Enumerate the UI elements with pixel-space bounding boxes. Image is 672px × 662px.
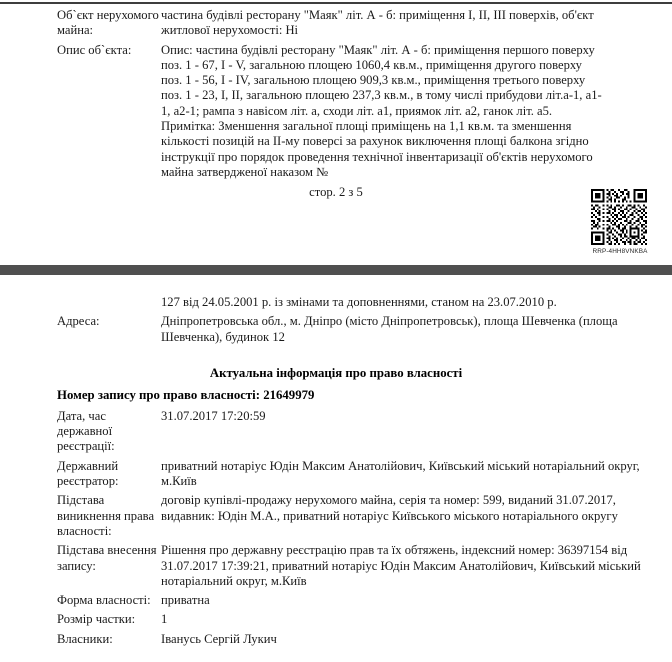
field-label-entry-basis: Підстава внесення запису: [57, 543, 157, 573]
page-separator-band [0, 265, 672, 275]
field-label-share-size: Розмір частки: [57, 612, 136, 627]
qr-code-block [591, 189, 649, 255]
qr-code-label: RRP-4HH8VNKBA [592, 248, 648, 255]
table-row [0, 43, 672, 185]
field-label-owners: Власники: [57, 631, 113, 646]
table-row [0, 459, 672, 494]
field-value-owners: Іванусь Сергій Лукич [161, 631, 277, 646]
upper-sheet [0, 4, 672, 265]
table-row [0, 543, 672, 593]
field-value-ownership-form: приватна [161, 593, 210, 608]
table-row [0, 593, 672, 612]
page-title: Актуальна інформація про право власності [209, 365, 463, 380]
field-value-continuation: 127 від 24.05.2001 р. із змінами та доповненнями, станом на 23.07.2010 р. [161, 295, 557, 309]
table-row [0, 632, 672, 651]
page-number-footer: стор. 2 з 5 [309, 185, 363, 199]
table-row [0, 612, 672, 631]
field-label-registrar: Державний реєстратор: [57, 458, 119, 489]
upper-field-list [0, 8, 672, 184]
field-value-share-size: 1 [161, 612, 168, 627]
lower-field-list [0, 295, 672, 651]
table-row [0, 493, 672, 543]
field-label-ownership-basis: Підстава виникнення права власності: [57, 493, 155, 538]
field-value-description: Опис: частина будівлі ресторану "Маяк" літ. А - б: приміщення першого поверху поз. 1 - 67, I - V, загальною площею 1060,4 кв.м., приміщення другого поверху поз. 1 - 56, I - IV, загальною площею 909,3 кв.м., приміщення третього поверху поз. 1 - 23, I, II, загальною площею 237,3 кв.м., в тому числі прибудови літ.а-1, а1-1, а2-1; рампа з навісом літ. а, сходи літ. а1, приямок літ. а2, ганок літ. а5. Примітка: Зменшення загальної площі приміщень на 1,1 кв.м. та зменшення кількості позицій на II-му поверсі за рахунок виключення площі балкона згідно інструкції про порядок проведення технічної інвентаризації об'єктів нерухомого майна затвердженої наказом № [161, 42, 602, 179]
lower-sheet [0, 275, 672, 662]
record-number-line: Номер запису про право власності: 21649979 [57, 387, 315, 402]
qr-code-icon [591, 189, 647, 245]
field-label-address: Адреса: [57, 314, 100, 329]
field-value-entry-basis: Рішення про державну реєстрацію прав та їх обтяжень, індексний номер: 36397154 від 31.07.2017 17:39:21, приватний нотаріус Юдін Максим Анатолійович, Київський міський нотаріальний округ, м.Київ [161, 543, 641, 588]
field-value-ownership-basis: договір купівлі-продажу нерухомого майна, серія та номер: 599, виданий 31.07.2017, видавник: Юдін М.А., приватний нотаріус Київського міського нотаріального округу [161, 493, 618, 523]
field-value-object: частина будівлі ресторану "Маяк" літ. А - б: приміщення I, II, III поверхів, об'єкт житлової нерухомості: Ні [161, 8, 594, 38]
field-value-registration-date: 31.07.2017 17:20:59 [161, 408, 266, 423]
field-value-address: Дніпропетровська обл., м. Дніпро (місто Дніпропетровськ), площа Шевченка (площа Шевченка), будинок 12 [161, 314, 618, 344]
table-row [0, 409, 672, 459]
field-label-object: Об`єкт нерухомого майна: [57, 8, 159, 38]
field-label-registration-date: Дата, час державної реєстрації: [57, 408, 115, 454]
table-row-continuation [0, 295, 672, 314]
field-label-ownership-form: Форма власності: [57, 593, 151, 608]
table-row [0, 8, 672, 43]
field-label-description: Опис об`єкта: [57, 42, 132, 57]
field-value-registrar: приватний нотаріус Юдін Максим Анатолійович, Київський міський нотаріальний округ, м.Київ [161, 458, 640, 489]
table-row-address [0, 314, 672, 349]
